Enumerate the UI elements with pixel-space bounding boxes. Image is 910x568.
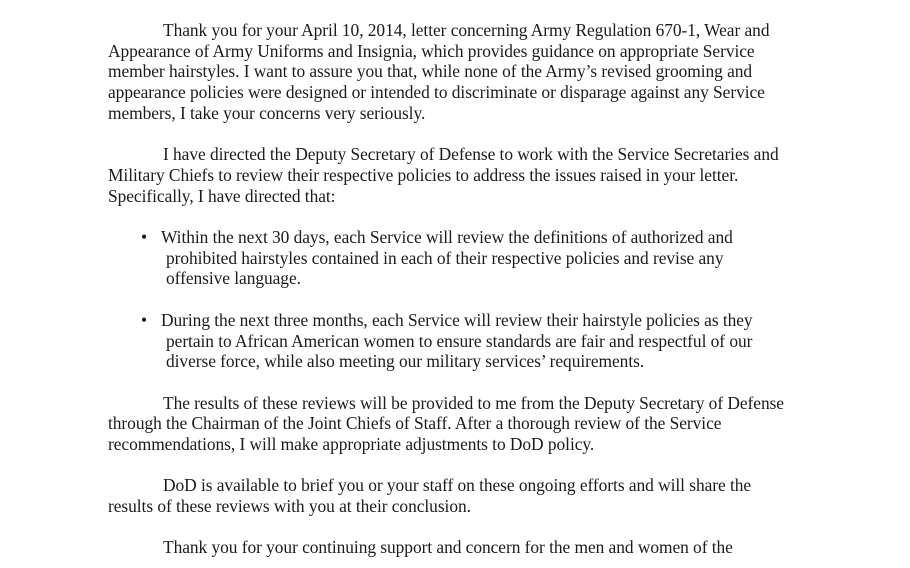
paragraph-results (108, 393, 828, 455)
text-line: offensive language. (166, 268, 301, 289)
text-line: DoD is available to brief you or your staff on these ongoing efforts and will share the (163, 475, 752, 496)
paragraph-briefing (108, 475, 828, 516)
letter-body (108, 20, 828, 568)
bullet-icon: • (141, 309, 148, 330)
text-line: Within the next 30 days, each Service will review the definitions of authorized and (161, 227, 733, 247)
paragraph-directive (108, 144, 828, 206)
text-line: results of these reviews with you at their conclusion. (108, 496, 471, 517)
text-line: prohibited hairstyles contained in each of their respective policies and revise any (166, 247, 724, 268)
text-line: pertain to African American women to ensure standards are fair and respectful of our (166, 330, 753, 351)
text-line: Thank you for your April 10, 2014, letter concerning Army Regulation 670-1, Wear and (163, 20, 770, 40)
text-line: The results of these reviews will be provided to me from the Deputy Secretary of Defense (163, 392, 784, 413)
text-line: Thank you for your continuing support and concern for the men and women of the (163, 537, 733, 558)
text-line: appearance policies were designed or intended to discriminate or disparage against any Service (108, 82, 765, 103)
text-line: Appearance of Army Uniforms and Insignia, which provides guidance on appropriate Service (108, 40, 755, 61)
paragraph-closing (108, 537, 828, 558)
text-line: through the Chairman of the Joint Chiefs of Staff. After a thorough review of the Service (108, 413, 722, 434)
paragraph-intro (108, 20, 828, 124)
text-line: Military Chiefs to review their respective policies to address the issues raised in your letter. (108, 164, 739, 185)
text-line: recommendations, I will make appropriate adjustments to DoD policy. (108, 434, 595, 454)
text-line: diverse force, while also meeting our military services’ requirements. (166, 351, 645, 372)
text-line: member hairstyles. I want to assure you that, while none of the Army’s revised grooming and (108, 61, 753, 82)
text-line: Specifically, I have directed that: (108, 185, 336, 206)
bullet-icon: • (141, 227, 148, 247)
text-line: I have directed the Deputy Secretary of Defense to work with the Service Secretaries and (163, 144, 779, 165)
directive-bullet-list (108, 227, 828, 372)
text-line: During the next three months, each Service will review their hairstyle policies as they (161, 309, 753, 330)
text-line: members, I take your concerns very seriously. (108, 102, 426, 123)
list-item (108, 310, 828, 372)
list-item (108, 227, 828, 289)
